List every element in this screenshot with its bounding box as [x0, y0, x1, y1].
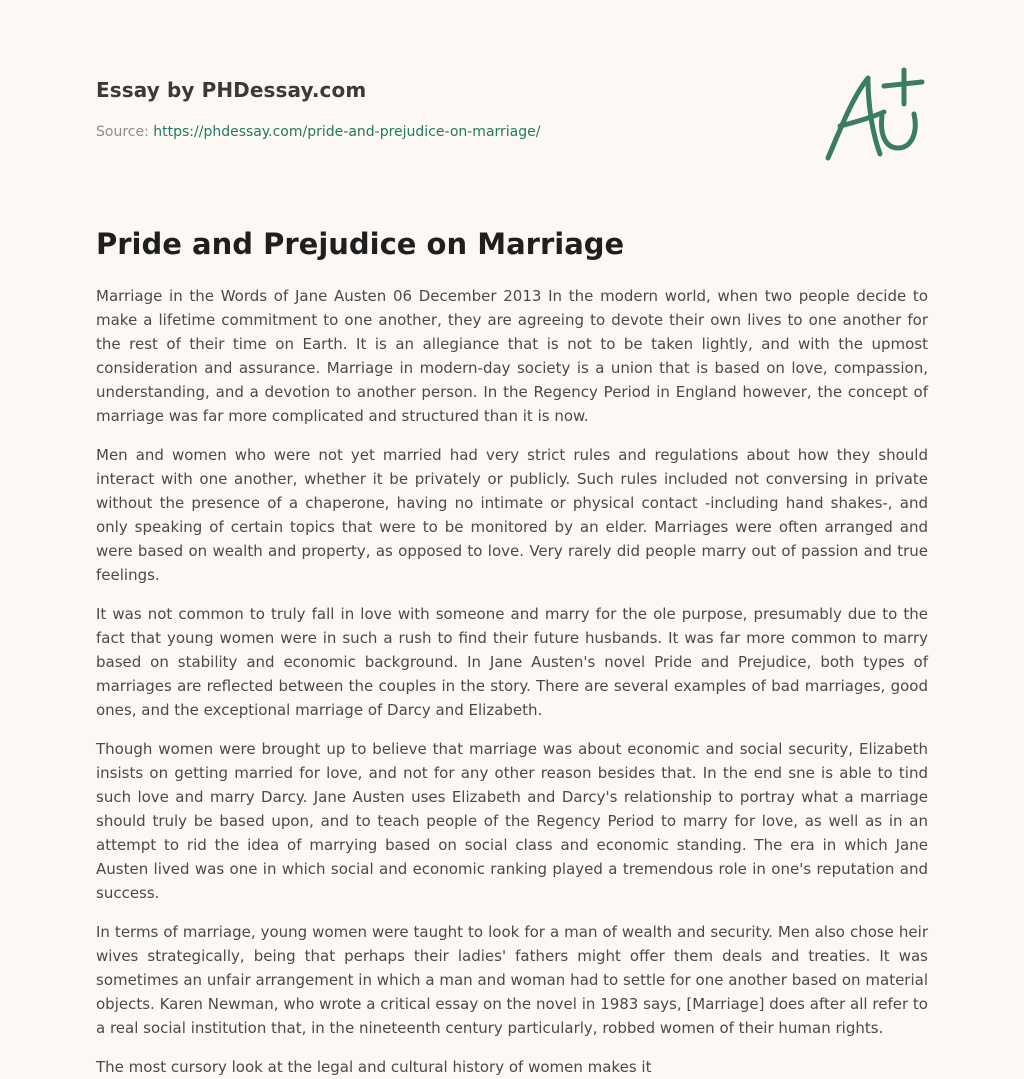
essay-body [96, 284, 928, 1076]
a-plus-grade-icon [822, 68, 926, 162]
essay-title: Pride and Prejudice on Marriage [96, 227, 625, 261]
essay-paragraph: Though women were brought up to believe that marriage was about economic and social security, Elizabeth insists on getting married for love, and not for any other reason besides that. In the end sne is able to tind such love and marry Darcy. Jane Austen uses Elizabeth and Darcy's relationship to portray what a marriage should truly be based upon, and to teach people of the Regency Period to marry for love, as well as in an attempt to rid the idea of marrying based on social class and economic standing. The era in which Jane Austen lived was one in which social and economic ranking played a tremendous role in one's reputation and success. [96, 740, 928, 902]
site-brand: Essay by PHDessay.com [96, 78, 367, 102]
essay-paragraph: It was not common to truly fall in love with someone and marry for the ole purpose, presumably due to the fact that young women were in such a rush to find their future husbands. It was far more common to marry based on stability and economic background. In Jane Austen's novel Pride and Prejudice, both types of marriages are reflected between the couples in the story. There are several examples of bad marriages, good ones, and the exceptional marriage of Darcy and Elizabeth. [96, 605, 928, 719]
source-label: Source: [96, 124, 149, 140]
source-line [96, 124, 540, 140]
essay-paragraph: In terms of marriage, young women were taught to look for a man of wealth and security. Men also chose heir wives strategically, being that perhaps their ladies' fathers might offer them deals and treaties. It was sometimes an unfair arrangement in which a man and woman had to settle for one another based on material objects. Karen Newman, who wrote a critical essay on the novel in 1983 says, [Marriage] does after all refer to a real social institution that, in the nineteenth century particularly, robbed women of their human rights. [96, 923, 928, 1037]
document-page [96, 0, 928, 1076]
essay-paragraph: The most cursory look at the legal and cultural history of women makes it [96, 1058, 652, 1076]
source-link[interactable]: https://phdessay.com/pride-and-prejudice-on-marriage/ [153, 124, 541, 140]
essay-paragraph: Marriage in the Words of Jane Austen 06 December 2013 In the modern world, when two people decide to make a lifetime commitment to one another, they are agreeing to devote their own lives to one another for the rest of their time on Earth. It is an allegiance that is not to be taken lightly, and with the upmost consideration and assurance. Marriage in modern-day society is a union that is based on love, compassion, understanding, and a devotion to another person. In the Regency Period in England however, the concept of marriage was far more complicated and structured than it is now. [96, 287, 928, 425]
essay-paragraph: Men and women who were not yet married had very strict rules and regulations about how they should interact with one another, whether it be privately or publicly. Such rules included not conversing in private without the presence of a chaperone, having no intimate or physical contact -including hand shakes-, and only speaking of certain topics that were to be monitored by an elder. Marriages were often arranged and were based on wealth and property, as opposed to love. Very rarely did people marry out of passion and true feelings. [96, 446, 928, 584]
